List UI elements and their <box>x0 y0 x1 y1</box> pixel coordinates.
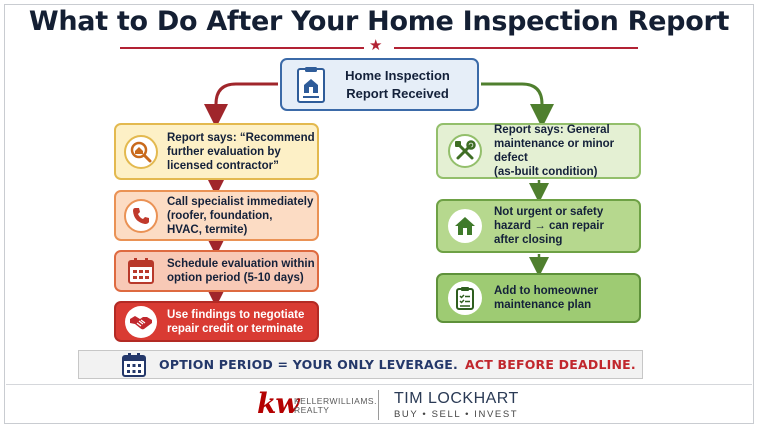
left-step-4-line-2: repair credit or terminate <box>167 322 304 335</box>
left-step-3-line-2: option period (5-10 days) <box>167 272 304 284</box>
right-step-3-line-2: maintenance plan <box>494 299 592 311</box>
left-step-2-line-3: HVAC, termite) <box>167 223 248 236</box>
footer-divider-line <box>6 384 752 385</box>
agent-tagline: BUY • SELL • INVEST <box>394 409 519 420</box>
calendar-icon <box>122 252 160 290</box>
root-node-report-received <box>280 58 479 111</box>
house-magnifier-icon <box>122 133 160 171</box>
banner-text-deadline: ACT BEFORE DEADLINE. <box>465 357 636 372</box>
left-step-2-line-1: Call specialist immediately <box>167 195 314 208</box>
page-title: What to Do After Your Home Inspection Report <box>28 6 730 37</box>
brand-name-line-1: KELLERWILLIAMS. <box>294 396 377 406</box>
handshake-icon <box>122 303 160 341</box>
report-icon <box>296 66 326 104</box>
right-step-3-line-1: Add to homeowner <box>494 285 599 297</box>
phone-icon <box>122 197 160 235</box>
tools-icon <box>446 132 484 170</box>
right-step-3 <box>436 273 641 323</box>
keller-williams-logo: kw <box>257 387 299 420</box>
right-step-1-line-1: Report says: General <box>494 124 610 136</box>
left-step-1 <box>114 123 319 180</box>
right-step-1 <box>436 123 641 179</box>
right-step-2-line-3: after closing <box>494 234 563 246</box>
root-line-2: Report Received <box>346 85 449 101</box>
agent-name: TIM LOCKHART <box>394 390 519 407</box>
left-step-1-line-3: licensed contractor” <box>167 159 279 172</box>
left-step-4-line-1: Use findings to negotiate <box>167 308 305 321</box>
footer-separator <box>378 390 379 420</box>
left-step-2 <box>114 190 319 241</box>
left-step-1-line-1: Report says: “Recommend <box>167 131 315 144</box>
arrow-root-to-right <box>481 84 542 116</box>
left-step-3 <box>114 250 319 292</box>
arrow-root-to-left <box>216 84 278 116</box>
right-step-2 <box>436 199 641 253</box>
right-step-1-line-2: maintenance or minor defect <box>494 138 615 164</box>
left-step-4 <box>114 301 319 342</box>
left-step-3-line-1: Schedule evaluation within <box>167 258 315 270</box>
calendar-icon <box>121 352 147 378</box>
left-step-1-line-2: further evaluation by <box>167 145 281 158</box>
option-period-banner <box>78 350 643 379</box>
banner-text-leverage: OPTION PERIOD = YOUR ONLY LEVERAGE. <box>159 357 458 372</box>
right-step-2-line-2: hazard → can repair <box>494 220 604 232</box>
right-step-2-line-1: Not urgent or safety <box>494 206 604 218</box>
star-icon: ★ <box>369 37 383 54</box>
house-icon <box>446 207 484 245</box>
checklist-icon <box>446 279 484 317</box>
right-step-1-line-3: (as-built condition) <box>494 166 598 178</box>
left-step-2-line-2: (roofer, foundation, <box>167 209 273 222</box>
brand-name-line-2: REALTY <box>294 405 330 415</box>
brand-name <box>294 397 377 415</box>
root-line-1: Home Inspection <box>345 67 450 83</box>
